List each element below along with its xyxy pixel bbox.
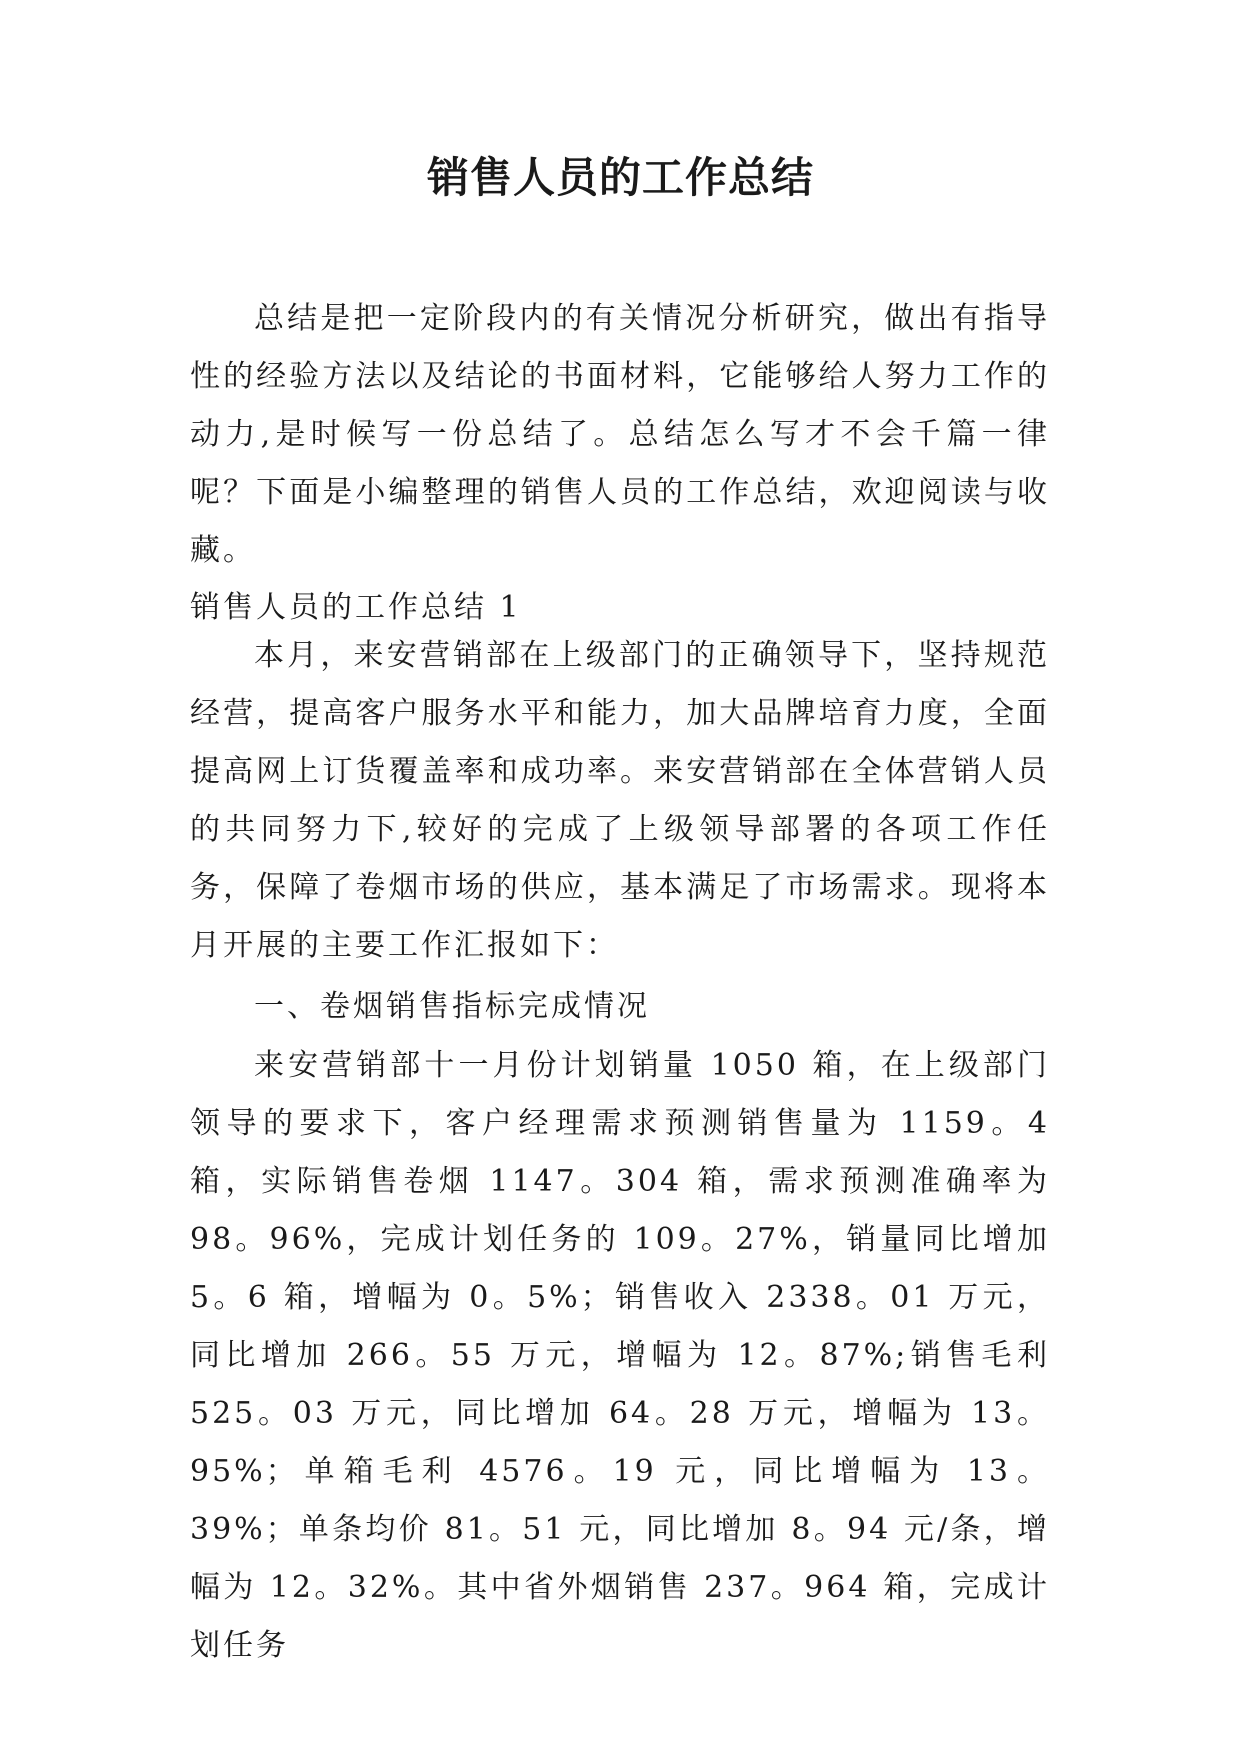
section-paragraph-1: 本月，来安营销部在上级部门的正确领导下，坚持规范经营，提高客户服务水平和能力，加大品牌培育力度，全面提高网上订货覆盖率和成功率。来安营销部在全体营销人员的共同努力下,较好的完成了上级领导部署的各项工作任务，保障了卷烟市场的供应，基本满足了市场需求。现将本月开展的主要工作汇报如下： (190, 638, 1050, 963)
section-subheading: 一、卷烟销售指标完成情况 (254, 989, 650, 1024)
document-title: 销售人员的工作总结 (426, 153, 814, 202)
intro-paragraph: 总结是把一定阶段内的有关情况分析研究，做出有指导性的经验方法以及结论的书面材料，它能够给人努力工作的动力,是时候写一份总结了。总结怎么写才不会千篇一律呢？下面是小编整理的销售人员的工作总结，欢迎阅读与收藏。 (190, 301, 1050, 568)
section-paragraph-2: 来安营销部十一月份计划销量 1050 箱，在上级部门领导的要求下，客户经理需求预测销售量为 1159。4 箱，实际销售卷烟 1147。304 箱，需求预测准确率为 98。96%，完成计划任务的 109。27%，销量同比增加 5。6 箱，增幅为 0。5%；销售收入 2338。01 万元，同比增加 266。55 万元，增幅为 12。87%;销售毛利 525。03 万元，同比增加 64。28 万元，增幅为 13。95%；单箱毛利 4576。19 元，同比增幅为 13。39%；单条均价 81。51 元，同比增加 8。94 元/条，增幅为 12。32%。其中省外烟销售 237。964 箱，完成计划任务 (190, 1048, 1050, 1663)
section-heading: 销售人员的工作总结 1 (190, 590, 522, 625)
